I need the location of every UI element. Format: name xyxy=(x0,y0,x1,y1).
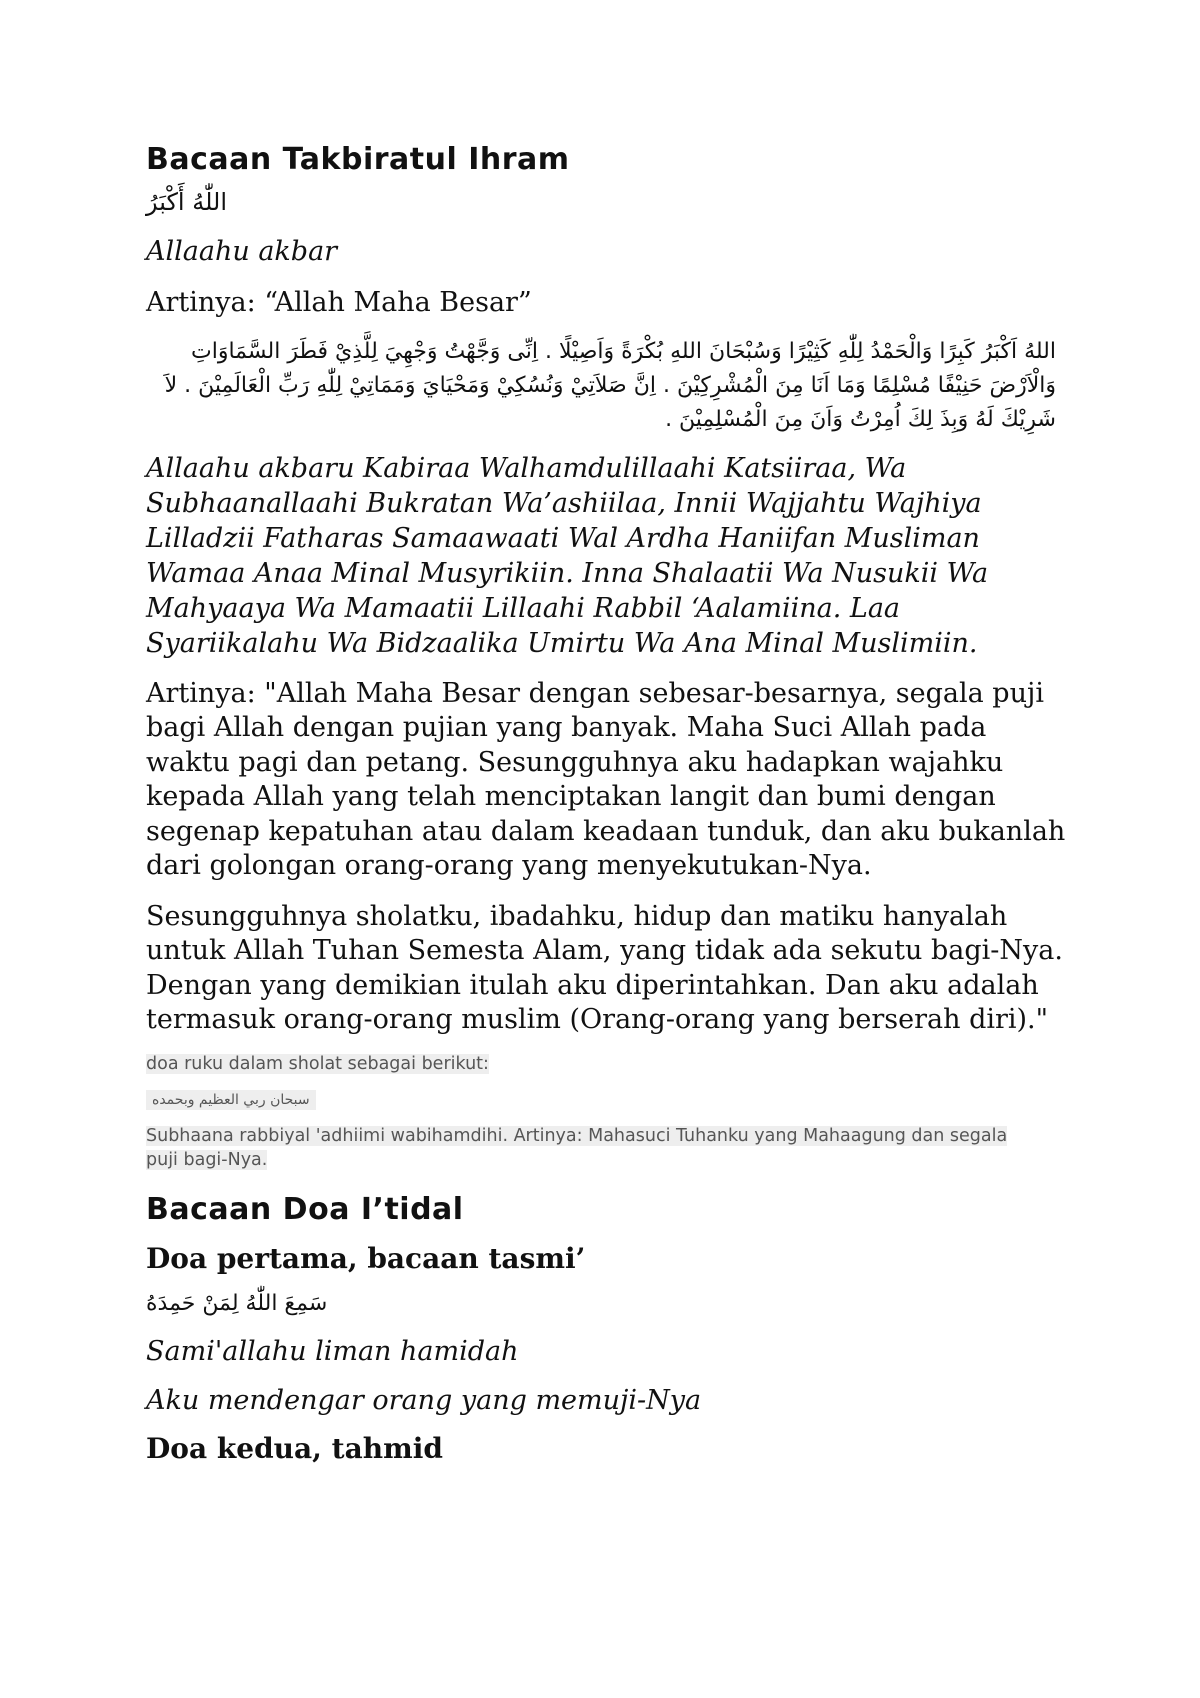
arabic-takbir: اللّٰهُ أَكْبَرُ xyxy=(146,188,227,216)
ruku-intro xyxy=(146,1052,1066,1076)
meaning-iftitah-part2: Sesungguhnya sholatku, ibadahku, hidup dan matiku hanyalah untuk Allah Tuhan Semesta Alam, yang tidak ada sekutu bagi-Nya. Dengan yang demikian itulah aku diperintahkan. Dan aku adalah termasuk orang-orang muslim (Orang-orang yang berserah diri)." xyxy=(146,900,1063,1035)
meaning-takbir: Artinya: “Allah Maha Besar” xyxy=(146,287,532,318)
ruku-arabic: سبحان ربي العظيم وبحمده xyxy=(146,1090,316,1110)
heading-takbiratul-ihram: Bacaan Takbiratul Ihram xyxy=(146,142,570,177)
ruku-arabic-row xyxy=(146,1090,1066,1110)
document-page xyxy=(146,140,1066,1468)
heading-doa-itidal: Bacaan Doa I’tidal xyxy=(146,1191,464,1227)
ruku-text xyxy=(146,1124,1026,1172)
meaning-tasmi: Aku mendengar orang yang memuji-Nya xyxy=(146,1384,702,1416)
transliteration-iftitah: Allaahu akbaru Kabiraa Walhamdulillaahi Katsiiraa, Wa Subhaanallaahi Bukratan Wa’ashiilaa, Innii Wajjahtu Wajhiya Lilladzii Fatharas Samaawaati Wal Ardha Haniifan Musliman Wamaa Anaa Minal Musyrikiin. Inna Shalaatii Wa Nusukii Wa Mahyaaya Wa Mamaatii Lillaahi Rabbil ‘Aalamiina. Laa Syariikalahu Wa Bidzaalika Umirtu Wa Ana Minal Muslimiin. xyxy=(146,452,989,659)
meaning-iftitah-part1: Artinya: "Allah Maha Besar dengan sebesar-besarnya, segala puji bagi Allah dengan pujian yang banyak. Maha Suci Allah pada waktu pagi dan petang. Sesungguhnya aku hadapkan wajahku kepada Allah yang telah menciptakan langit dan bumi dengan segenap kepatuhan atau dalam keadaan tunduk, dan aku bukanlah dari golongan orang-orang yang menyekutukan-Nya. xyxy=(146,677,1066,881)
heading-doa-kedua: Doa kedua, tahmid xyxy=(146,1431,443,1465)
ruku-intro-text: doa ruku dalam sholat sebagai berikut: xyxy=(146,1053,489,1074)
transliteration-tasmi: Sami'allahu liman hamidah xyxy=(146,1335,519,1367)
arabic-iftitah: اللهُ اَكْبَرُ كَبِرًا وَالْحَمْدُ لِلّٰهِ كَثِيْرًا وَسُبْحَانَ اللهِ بُكْرَةً وَاَصِيْلًا . اِنِّى وَجَّهْتُ وَجْهِيَ لِلَّذِيْ فَطَرَ السَّمَاوَاتِ وَالْاَرْضَ حَنِيْفًا مُسْلِمًا وَمَا اَنَا مِنَ الْمُشْرِكِيْنَ . اِنَّ صَلاَتِيْ وَنُسُكِيْ وَمَحْيَايَ وَمَمَاتِيْ لِلّٰهِ رَبِّ الْعَالَمِيْنَ . لاَ شَرِيْكَ لَهُ وَبِذَ لِكَ اُمِرْتُ وَاَنَ مِنَ الْمُسْلِمِيْنَ . xyxy=(164,338,1056,432)
transliteration-takbir: Allaahu akbar xyxy=(146,236,338,267)
arabic-tasmi: سَمِعَ اللّٰهُ لِمَنْ حَمِدَهُ xyxy=(146,1290,328,1316)
heading-doa-pertama: Doa pertama, bacaan tasmi’ xyxy=(146,1241,586,1275)
ruku-text-content: Subhaana rabbiyal 'adhiimi wabihamdihi. Artinya: Mahasuci Tuhanku yang Mahaagung dan segala puji bagi-Nya. xyxy=(146,1125,1008,1170)
